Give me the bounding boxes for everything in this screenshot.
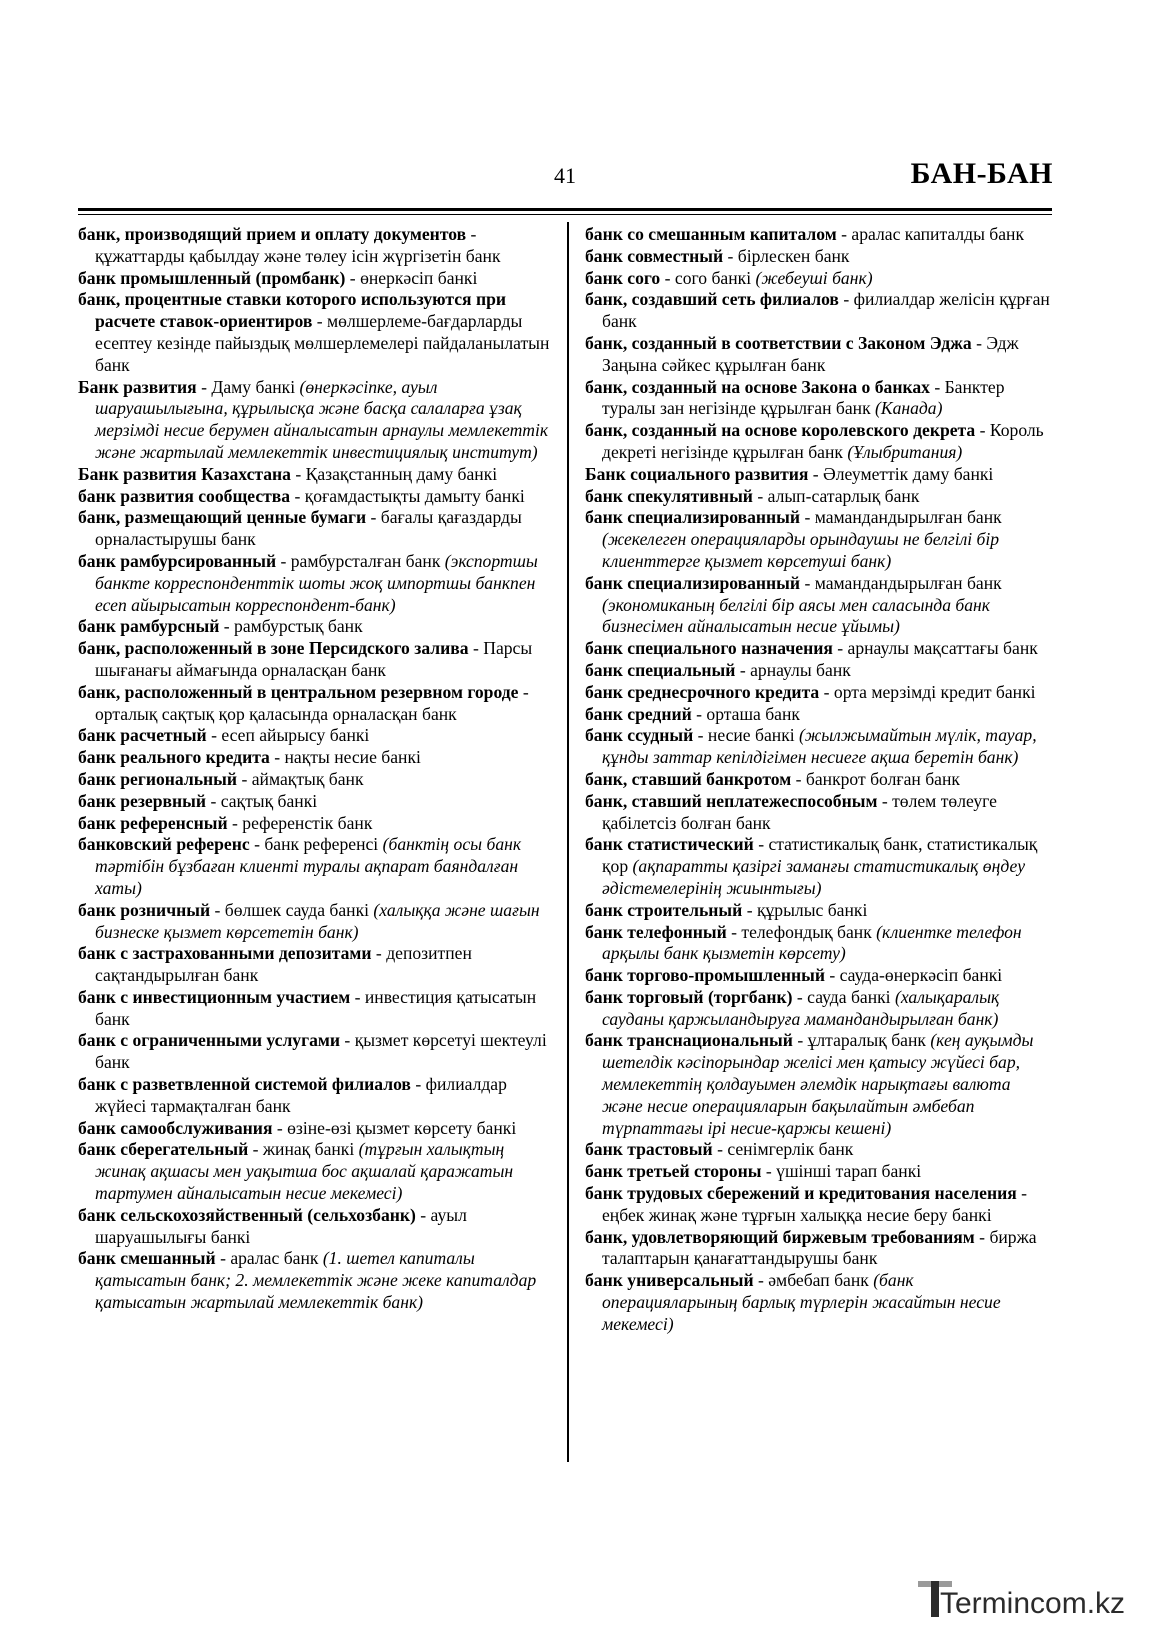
entry-separator: - xyxy=(832,638,848,659)
entry-translation: мамандандырылған банк xyxy=(814,507,1002,528)
entry-note: (ақпаратты қазіргі заманғы статистикалық өңдеу әдістемелерінің жиынтығы) xyxy=(602,856,1026,898)
dictionary-entry xyxy=(585,682,1053,704)
entry-term: банк средний xyxy=(585,703,692,724)
entry-translation: Банктер туралы зан негізінде құрылған банк xyxy=(602,376,1005,419)
entry-term: банк, расположенный в зоне Персидского залива xyxy=(78,638,469,659)
entry-translation: ауыл шаруашылығы банкі xyxy=(95,1204,467,1247)
dictionary-entry xyxy=(78,224,550,268)
dictionary-entry xyxy=(585,377,1053,421)
entry-term: банк универсальный xyxy=(585,1270,754,1291)
entry-term: банк, расположенный в центральном резервном городе xyxy=(78,681,519,702)
entry-term: банк телефонный xyxy=(585,921,727,942)
entry-separator: - xyxy=(290,485,305,506)
entry-term: банк смешанный xyxy=(78,1248,216,1269)
entry-separator: - xyxy=(691,703,707,724)
entry-translation: сауда-өнеркәсіп банкі xyxy=(839,965,1003,986)
dictionary-entry xyxy=(78,1030,550,1074)
entry-note: (банктің осы банк тәртібін бұзбаған клиенті туралы ақпарат баяндалған хаты) xyxy=(95,834,522,898)
entry-translation: Әлеуметтік даму банкі xyxy=(823,463,994,484)
entry-term: Банк развития Казахстана xyxy=(78,463,291,484)
dictionary-entry xyxy=(78,725,550,747)
entry-separator: - xyxy=(371,943,387,964)
entry-translation: сенімгерлік банк xyxy=(727,1139,854,1160)
entry-translation: Парсы шығанағы аймағында орналасқан банк xyxy=(95,638,533,680)
entry-translation: еңбек жинақ және тұрғын халыққа несие беру банкі xyxy=(602,1204,992,1225)
entry-separator: - xyxy=(819,681,834,702)
entry-term: банк специального назначения xyxy=(585,638,833,659)
dictionary-entry xyxy=(78,464,550,486)
entry-note: (кең ауқымды шетелдік кәсіпорындар желісі мен қатысу жүйесі бар, мемлекеттің қолдауымен әлемдік нарықтағы валюта және несие операцияларын бақылайтын әмбебап түрпаттағы ірі несие-қаржы кешені) xyxy=(602,1030,1034,1138)
dictionary-entry xyxy=(585,638,1053,660)
running-head: БАН-БАН xyxy=(910,157,1053,190)
entry-translation: аралас капиталды банк xyxy=(851,224,1025,244)
entry-separator: - xyxy=(219,616,235,637)
entry-term: банк резервный xyxy=(78,790,207,811)
entry-note: (жебеуші банк) xyxy=(755,267,873,288)
entry-separator: - xyxy=(196,376,212,397)
entry-note: (1. шетел капиталы қатысатын банк; 2. мемлекеттік және жеке капиталдар қатысатын жартылай мемлекеттік банк) xyxy=(95,1248,537,1313)
entry-separator: - xyxy=(975,420,990,441)
entry-translation: депозитпен сақтандырылған банк xyxy=(95,943,472,986)
dictionary-entry xyxy=(585,268,1053,290)
entry-term: банк трудовых сбережений и кредитования населения xyxy=(585,1183,1017,1204)
dictionary-entry xyxy=(78,1139,550,1204)
dictionary-entry xyxy=(585,420,1053,464)
entry-term: банк самообслуживания xyxy=(78,1117,273,1138)
entry-separator: - xyxy=(791,768,806,789)
entry-note: (өнеркәсіпке, ауыл шаруашылығына, құрылысқа және басқа салаларға ұзақ мерзімді несие берумен айналысатын арнаулы мемлекеттік және жартылай мемлекеттік инвестициялық институт) xyxy=(95,376,549,462)
entry-term: банк транснациональный xyxy=(585,1030,793,1051)
entry-separator: - xyxy=(838,289,854,310)
entry-term: банк, размещающий ценные бумаги xyxy=(78,507,367,528)
entry-translation: Даму банкі xyxy=(211,376,300,397)
dictionary-entry xyxy=(585,725,1053,769)
entry-translation: телефондық банк xyxy=(741,921,877,942)
entry-translation: - құжаттарды қабылдау және төлеу ісін жүргізетін банк xyxy=(95,224,501,266)
entry-translation: өзіне-өзі қызмет көрсету банкі xyxy=(287,1117,517,1138)
entry-translation: аралас банк xyxy=(230,1248,323,1269)
entry-separator: - xyxy=(1016,1183,1028,1204)
entry-separator: - xyxy=(312,311,328,332)
watermark-text: Termincom.kz xyxy=(940,1587,1126,1620)
dictionary-entry xyxy=(585,333,1053,377)
entry-translation: мөлшерлеме-бағдарларды есептеу кезінде пайыздық мөлшерлемелері пайдаланылатын банк xyxy=(95,311,550,375)
entry-separator: - xyxy=(345,267,361,288)
entry-separator: - xyxy=(206,790,221,811)
entry-term: банк, производящий прием и оплату документов xyxy=(78,224,467,244)
entry-separator: - xyxy=(366,507,381,528)
dictionary-entry xyxy=(585,507,1053,572)
entry-translation: үшінші тарап банкі xyxy=(776,1161,922,1182)
dictionary-entry xyxy=(585,1161,1053,1183)
entry-translation: бөлшек сауда банкі xyxy=(224,899,374,920)
entry-term: Банк социального развития xyxy=(585,463,809,484)
entry-separator: - xyxy=(800,572,815,593)
entry-note: (жекелеген операцияларды орындаушы не белгілі бір клиенттерге қызмет көрсетуші банк) xyxy=(602,529,1000,571)
dictionary-entry xyxy=(585,486,1053,508)
entry-term: банк расчетный xyxy=(78,725,207,746)
entry-separator: - xyxy=(929,376,945,397)
entry-term: банк референсный xyxy=(78,812,228,833)
entry-translation: арнаулы банк xyxy=(750,659,851,680)
entry-separator: - xyxy=(518,681,529,702)
entry-translation: бірлескен банк xyxy=(737,245,850,266)
dictionary-entry xyxy=(78,638,550,682)
dictionary-entry xyxy=(78,987,550,1031)
entry-term: банк с застрахованными депозитами xyxy=(78,943,372,964)
entry-term: банк строительный xyxy=(585,899,743,920)
entry-term: банк спекулятивный xyxy=(585,485,753,506)
entry-term: банк розничный xyxy=(78,899,211,920)
dictionary-entry xyxy=(78,834,550,899)
entry-translation: референстік банк xyxy=(242,812,373,833)
entry-translation: аймақтық банк xyxy=(251,768,364,789)
dictionary-entry xyxy=(585,900,1053,922)
entry-separator: - xyxy=(712,1139,728,1160)
entry-separator: - xyxy=(753,834,769,855)
entry-term: банк реального кредита xyxy=(78,747,270,768)
entry-translation: төлем төлеуге қабілетсіз болған банк xyxy=(602,790,997,833)
dictionary-entry xyxy=(78,486,550,508)
entry-note: (банк операцияларының барлық түрлерін жасайтын несие мекемесі) xyxy=(602,1270,1001,1334)
entry-term: банк специализированный xyxy=(585,507,801,528)
entry-translation: рамбурстық банк xyxy=(234,616,363,637)
entry-separator: - xyxy=(468,638,484,659)
entry-separator: - xyxy=(693,725,708,746)
dictionary-entry xyxy=(585,791,1053,835)
entry-translation: алып-сатарлық банк xyxy=(767,485,920,506)
entry-term: банк третьей стороны xyxy=(585,1161,762,1182)
entry-term: банк, созданный на основе Закона о банках xyxy=(585,376,930,397)
entry-translation: сого банкі xyxy=(674,267,756,288)
entry-term: банк специальный xyxy=(585,659,736,680)
entry-term: банк рамбурсный xyxy=(78,616,220,637)
entry-translation: биржа талаптарын қанағаттандырушы банк xyxy=(602,1226,1037,1269)
entry-translation: статистикалық банк, статистикалық қор xyxy=(602,834,1038,877)
entry-term: банк, ставший неплатежеспособным xyxy=(585,790,878,811)
entry-separator: - xyxy=(808,463,824,484)
entry-separator: - xyxy=(350,986,365,1007)
dictionary-entry xyxy=(585,289,1053,333)
dictionary-entry xyxy=(78,377,550,464)
entry-translation: әмбебап банк xyxy=(768,1270,874,1291)
entry-separator: - xyxy=(249,834,265,855)
entry-term: банк, удовлетворяющий биржевым требованиям xyxy=(585,1226,975,1247)
entry-term: банк развития сообщества xyxy=(78,485,291,506)
dictionary-entry xyxy=(585,1183,1053,1227)
entry-separator: - xyxy=(825,965,840,986)
entry-translation: сауда банкі xyxy=(807,986,895,1007)
entry-separator: - xyxy=(276,550,291,571)
entry-separator: - xyxy=(415,1204,431,1225)
entry-term: банк, ставший банкротом xyxy=(585,768,792,789)
entry-separator: - xyxy=(726,921,742,942)
dictionary-entry xyxy=(78,813,550,835)
dictionary-entry xyxy=(585,834,1053,899)
entry-translation: несие банкі xyxy=(707,725,800,746)
entry-term: банк с инвестиционным участием xyxy=(78,986,351,1007)
entry-term: Банк развития xyxy=(78,376,197,397)
dictionary-entry xyxy=(78,1074,550,1118)
entry-separator: - xyxy=(723,245,738,266)
entry-term: банк промышленный (промбанк) xyxy=(78,267,346,288)
dictionary-entry xyxy=(78,616,550,638)
entry-translation: орташа банк xyxy=(706,703,800,724)
dictionary-entry xyxy=(78,551,550,616)
entry-translation: банк референсі xyxy=(264,834,383,855)
entry-translation: қоғамдастықты дамыту банкі xyxy=(304,485,525,506)
entry-term: банк торговый (торгбанк) xyxy=(585,986,793,1007)
dictionary-entry xyxy=(585,965,1053,987)
dictionary-entry xyxy=(585,573,1053,638)
entry-separator: - xyxy=(792,1030,808,1051)
entry-term: банк специализированный xyxy=(585,572,801,593)
header-rule-thick xyxy=(78,208,1052,211)
dictionary-entry xyxy=(78,769,550,791)
entry-note: (экспортшы банкте корреспонденттік шоты жоқ импортшы банкпен есеп айырысатын корреспондент-банк) xyxy=(95,550,538,615)
entry-separator: - xyxy=(792,986,808,1007)
dictionary-entry xyxy=(78,268,550,290)
entry-term: банк трастовый xyxy=(585,1139,713,1160)
dictionary-entry xyxy=(78,507,550,551)
entry-translation: орталық сақтық қор қаласында орналасқан банк xyxy=(95,703,457,724)
entry-separator: - xyxy=(971,332,987,353)
entry-separator: - xyxy=(272,1117,288,1138)
header-rule-thin xyxy=(78,214,1052,215)
entry-translation: орта мерзімді кредит банкі xyxy=(833,681,1036,702)
entry-translation: инвестиция қатысатын банк xyxy=(95,986,537,1029)
entry-term: банк с разветвленной системой филиалов xyxy=(78,1074,411,1095)
column-divider xyxy=(567,222,569,1462)
entry-term: банк сого xyxy=(585,267,661,288)
entry-separator: - xyxy=(215,1248,231,1269)
entry-separator: - xyxy=(742,899,757,920)
entry-separator: - xyxy=(237,768,252,789)
entry-note: (халықаралық сауданы қаржыландыруға мамандандырылған банк) xyxy=(602,986,1000,1029)
entry-translation: жинақ банкі xyxy=(262,1139,359,1160)
entry-separator: - xyxy=(290,463,306,484)
entry-translation: ұлтаралық банк xyxy=(807,1030,931,1051)
entry-separator: - xyxy=(206,725,222,746)
left-column xyxy=(78,224,550,1314)
entry-translation: банкрот болған банк xyxy=(805,768,960,789)
entry-translation: филиалдар желісін құрған банк xyxy=(602,289,1050,332)
dictionary-entry xyxy=(585,246,1053,268)
entry-separator: - xyxy=(753,1270,769,1291)
entry-translation: бағалы қағаздарды орналастырушы банк xyxy=(95,507,522,550)
dictionary-entry xyxy=(585,1270,1053,1335)
dictionary-entry xyxy=(585,660,1053,682)
entry-note: (тұрғын халықтың жинақ ақшасы мен уақытша бос ақшалай қаражатын тартумен айналысатын несие мекемесі) xyxy=(95,1139,514,1204)
watermark-logo-stem xyxy=(931,1581,939,1617)
dictionary-entry xyxy=(78,1248,550,1313)
entry-term: банк с ограниченными услугами xyxy=(78,1030,341,1051)
entry-separator: - xyxy=(974,1226,990,1247)
dictionary-entry xyxy=(78,1118,550,1140)
entry-separator: - xyxy=(227,812,243,833)
entry-translation: филиалдар жүйесі тармақталған банк xyxy=(95,1074,507,1116)
entry-term: банк, созданный в соответствии с Законом Эджа xyxy=(585,332,972,353)
dictionary-entry xyxy=(585,987,1053,1031)
dictionary-entry xyxy=(585,704,1053,726)
entry-note: (Канада) xyxy=(875,398,943,419)
dictionary-entry xyxy=(78,900,550,944)
dictionary-entry xyxy=(78,289,550,376)
dictionary-entry xyxy=(78,747,550,769)
dictionary-entry xyxy=(585,1227,1053,1271)
entry-translation: Король декреті негізінде құрылған банк xyxy=(602,420,1044,462)
entry-term: банк, созданный на основе королевского декрета xyxy=(585,420,976,441)
entry-term: банк среднесрочного кредита xyxy=(585,681,820,702)
entry-term: банк, процентные ставки которого используются при расчете ставок-ориентиров xyxy=(78,289,507,332)
entry-note: (халыққа және шағын бизнеске қызмет көрсететін банк) xyxy=(95,899,540,942)
dictionary-entry xyxy=(585,1139,1053,1161)
entry-separator: - xyxy=(752,485,768,506)
entry-translation: есеп айырысу банкі xyxy=(221,725,370,746)
entry-note: (экономиканың белгілі бір аясы мен саласында банк бизнесімен айналысатын несие ұйымы) xyxy=(602,594,990,637)
entry-term: банк статистический xyxy=(585,834,754,855)
entry-translation: мамандандырылған банк xyxy=(814,572,1002,593)
entry-translation: нақты несие банкі xyxy=(284,747,421,768)
entry-translation: өнеркәсіп банкі xyxy=(360,267,478,288)
dictionary-entry xyxy=(78,682,550,726)
entry-separator: - xyxy=(800,507,815,528)
entry-term: банк ссудный xyxy=(585,725,694,746)
entry-separator: - xyxy=(761,1161,777,1182)
entry-note: (Ұлыбритания) xyxy=(847,441,963,462)
entry-term: банковский референс xyxy=(78,834,250,855)
entry-term: банк торгово-промышленный xyxy=(585,965,825,986)
entry-term: банк рамбурсированный xyxy=(78,550,277,571)
entry-separator: - xyxy=(735,659,751,680)
entry-separator: - xyxy=(248,1139,263,1160)
entry-translation: құрылыс банкі xyxy=(756,899,868,920)
entry-term: банк региональный xyxy=(78,768,238,789)
entry-separator: - xyxy=(210,899,225,920)
watermark-logo xyxy=(916,1575,1132,1623)
entry-separator: - xyxy=(877,790,893,811)
entry-translation: рамбурсталған банк xyxy=(290,550,445,571)
entry-note: (клиентке телефон арқылы банк қызметін көрсету) xyxy=(602,921,1022,964)
entry-separator: - xyxy=(660,267,675,288)
dictionary-entry xyxy=(585,1030,1053,1139)
entry-translation: Қазақстанның даму банкі xyxy=(305,463,498,484)
entry-term: банк совместный xyxy=(585,245,724,266)
entry-translation: қызмет көрсетуі шектеулі банк xyxy=(95,1030,547,1073)
dictionary-entry xyxy=(585,769,1053,791)
dictionary-entry xyxy=(585,224,1053,246)
dictionary-entry xyxy=(78,943,550,987)
right-column xyxy=(585,224,1053,1336)
entry-separator: - xyxy=(410,1074,426,1095)
entry-separator: - xyxy=(269,747,285,768)
entry-term: банк сельскохозяйственный (сельхозбанк) xyxy=(78,1204,416,1225)
entry-separator: - xyxy=(340,1030,355,1051)
page-number: 41 xyxy=(554,163,576,188)
entry-term: банк, создавший сеть филиалов xyxy=(585,289,839,310)
entry-translation: Эдж Заңына сәйкес құрылған банк xyxy=(602,332,1019,375)
entry-term: банк со смешанным капиталом xyxy=(585,224,837,244)
dictionary-entry xyxy=(78,1205,550,1249)
entry-term: банк сберегательный xyxy=(78,1139,249,1160)
dictionary-entry xyxy=(585,464,1053,486)
entry-translation: сақтық банкі xyxy=(220,790,318,811)
dictionary-entry xyxy=(585,922,1053,966)
dictionary-entry xyxy=(78,791,550,813)
entry-separator: - xyxy=(836,224,852,244)
entry-translation: арнаулы мақсаттағы банк xyxy=(847,638,1038,659)
entry-note: (жылжымайтын мүлік, тауар, құнды заттар кепілдігімен несиеге ақша беретін банк) xyxy=(602,725,1037,768)
